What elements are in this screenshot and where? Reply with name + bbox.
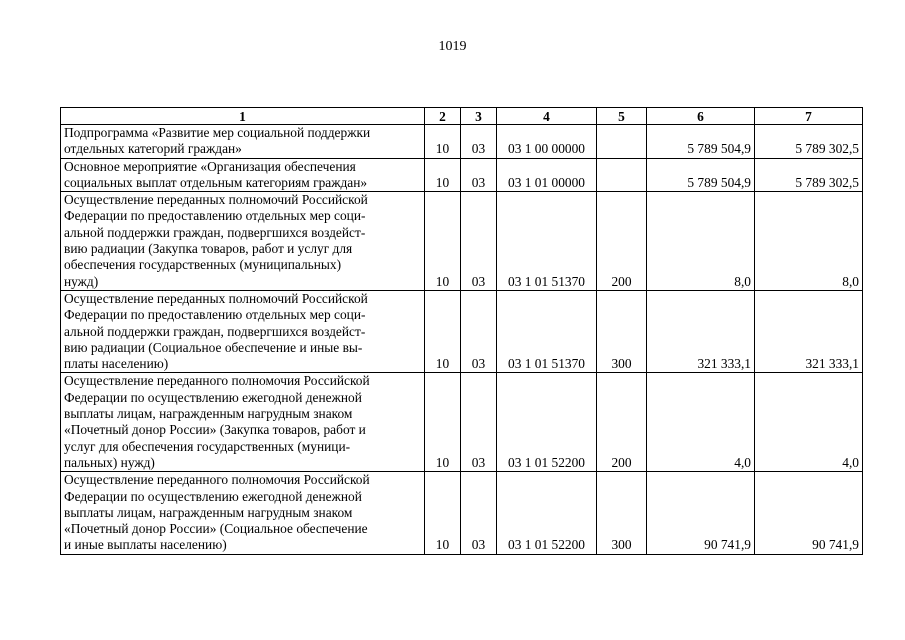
table-row <box>61 373 863 472</box>
subsection-cell: 03 <box>461 158 497 192</box>
row-name-line: нужд) <box>64 273 99 289</box>
row-name-line: услуг для обеспечения государственных (муници- <box>64 438 351 454</box>
row-name-cell <box>61 472 425 554</box>
amount-year2-cell: 321 333,1 <box>755 290 863 372</box>
table-row <box>61 472 863 554</box>
table-row <box>61 125 863 159</box>
amount-year2-cell: 5 789 302,5 <box>755 125 863 159</box>
page-number: 1019 <box>438 39 467 54</box>
amount-year1-cell: 4,0 <box>647 373 755 472</box>
target-article-cell: 03 1 01 00000 <box>497 158 597 192</box>
column-header-4: 4 <box>497 108 597 125</box>
column-header-3: 3 <box>461 108 497 125</box>
row-name-line: Федерации по осуществлению ежегодной денежной <box>64 389 362 405</box>
target-article-cell: 03 1 01 51370 <box>497 192 597 291</box>
table-body <box>61 125 863 555</box>
row-name-cell <box>61 290 425 372</box>
row-name-line: Федерации по осуществлению ежегодной денежной <box>64 488 362 504</box>
subsection-cell: 03 <box>461 192 497 291</box>
target-article-cell: 03 1 01 52200 <box>497 373 597 472</box>
row-name-line: Основное мероприятие «Организация обеспечения <box>64 158 356 174</box>
column-header-7: 7 <box>755 108 863 125</box>
row-name-cell <box>61 158 425 192</box>
row-name-line: Подпрограмма «Развитие мер социальной поддержки <box>64 125 371 140</box>
row-name-line: Осуществление переданного полномочия Российской <box>64 373 370 389</box>
subsection-cell: 03 <box>461 472 497 554</box>
target-article-cell: 03 1 00 00000 <box>497 125 597 159</box>
expense-type-cell: 200 <box>597 192 647 291</box>
row-name-line: «Почетный донор России» (Закупка товаров, работ и <box>64 422 366 438</box>
expense-type-cell: 300 <box>597 290 647 372</box>
row-name-line: пальных) нужд) <box>64 454 155 470</box>
column-header-6: 6 <box>647 108 755 125</box>
amount-year2-cell: 5 789 302,5 <box>755 158 863 192</box>
expense-type-cell: 200 <box>597 373 647 472</box>
row-name-line: Федерации по предоставлению отдельных мер соци- <box>64 307 366 323</box>
target-article-cell: 03 1 01 51370 <box>497 290 597 372</box>
table-row <box>61 290 863 372</box>
row-name-line: альной поддержки граждан, подвергшихся воздейст- <box>64 224 366 240</box>
section-cell: 10 <box>425 290 461 372</box>
expense-type-cell: 300 <box>597 472 647 554</box>
row-name-line: Осуществление переданных полномочий Российской <box>64 290 368 306</box>
row-name-line: альной поддержки граждан, подвергшихся воздейст- <box>64 323 366 339</box>
row-name-cell <box>61 373 425 472</box>
row-name-line: социальных выплат отдельным категориям граждан» <box>64 174 368 190</box>
subsection-cell: 03 <box>461 125 497 159</box>
row-name-line: Федерации по предоставлению отдельных мер соци- <box>64 208 366 224</box>
expense-type-cell <box>597 158 647 192</box>
table-row <box>61 192 863 291</box>
amount-year2-cell: 8,0 <box>755 192 863 291</box>
row-name-line: выплаты лицам, награжденным нагрудным знаком <box>64 504 353 520</box>
amount-year1-cell: 8,0 <box>647 192 755 291</box>
row-name-line: обеспечения государственных (муниципальных) <box>64 257 342 273</box>
amount-year1-cell: 5 789 504,9 <box>647 125 755 159</box>
expense-type-cell <box>597 125 647 159</box>
amount-year1-cell: 5 789 504,9 <box>647 158 755 192</box>
column-header-1: 1 <box>61 108 425 125</box>
column-header-5: 5 <box>597 108 647 125</box>
column-header-2: 2 <box>425 108 461 125</box>
section-cell: 10 <box>425 192 461 291</box>
section-cell: 10 <box>425 158 461 192</box>
subsection-cell: 03 <box>461 373 497 472</box>
amount-year2-cell: 90 741,9 <box>755 472 863 554</box>
target-article-cell: 03 1 01 52200 <box>497 472 597 554</box>
table-row <box>61 158 863 192</box>
row-name-line: вию радиации (Закупка товаров, работ и услуг для <box>64 241 353 257</box>
row-name-cell <box>61 192 425 291</box>
row-name-line: Осуществление переданного полномочия Российской <box>64 472 370 488</box>
row-name-line: Осуществление переданных полномочий Российской <box>64 192 368 208</box>
header-row <box>61 108 863 125</box>
subsection-cell: 03 <box>461 290 497 372</box>
section-cell: 10 <box>425 125 461 159</box>
section-cell: 10 <box>425 373 461 472</box>
row-name-line: выплаты лицам, награжденным нагрудным знаком <box>64 406 353 422</box>
budget-table <box>60 107 863 555</box>
row-name-line: отдельных категорий граждан» <box>64 141 242 157</box>
row-name-line: платы населению) <box>64 356 169 372</box>
row-name-line: и иные выплаты населению) <box>64 537 227 553</box>
row-name-line: «Почетный донор России» (Социальное обеспечение <box>64 521 368 537</box>
amount-year1-cell: 321 333,1 <box>647 290 755 372</box>
amount-year1-cell: 90 741,9 <box>647 472 755 554</box>
amount-year2-cell: 4,0 <box>755 373 863 472</box>
row-name-line: вию радиации (Социальное обеспечение и иные вы- <box>64 339 363 355</box>
row-name-cell <box>61 125 425 159</box>
section-cell: 10 <box>425 472 461 554</box>
